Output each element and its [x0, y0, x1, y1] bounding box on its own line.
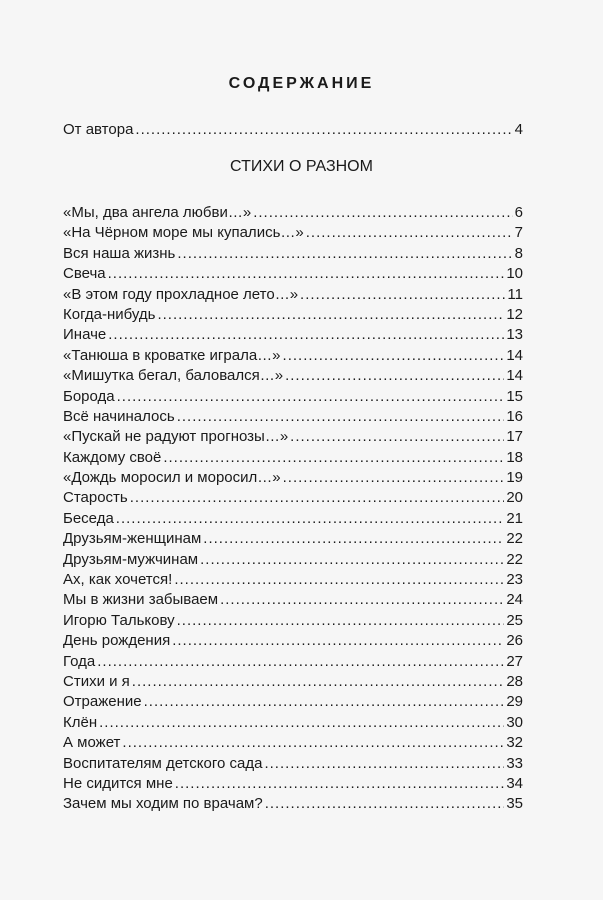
toc-entry-page: 17: [506, 428, 523, 446]
toc-entry[interactable]: [63, 509, 523, 529]
toc-entry[interactable]: [63, 305, 523, 325]
toc-entry-page: 18: [506, 448, 523, 466]
toc-entry-page: 10: [506, 265, 523, 283]
toc-entry[interactable]: [63, 244, 523, 264]
dot-leader: [172, 631, 504, 651]
toc-entry-page: 16: [506, 407, 523, 425]
toc-entry-label: Стихи и я: [63, 672, 130, 690]
toc-entry-page: 22: [506, 550, 523, 568]
toc-entry-label: «Танюша в кроватке играла…»: [63, 346, 281, 364]
toc-entry[interactable]: [63, 203, 523, 223]
toc-entry-label: «Мы, два ангела любви…»: [63, 204, 252, 221]
toc-entry-label: Иначе: [63, 326, 107, 344]
page-title: СОДЕРЖАНИЕ: [228, 75, 375, 92]
dot-leader: [203, 529, 504, 549]
toc-entry-page: 27: [506, 652, 523, 670]
toc-entry-page: 34: [506, 774, 523, 792]
dot-leader: [283, 468, 505, 488]
toc-entry[interactable]: [63, 733, 523, 753]
dot-leader: [108, 325, 504, 345]
toc-entry-page: 33: [506, 754, 523, 772]
toc-entry-label: Года: [63, 652, 96, 670]
toc-entry-label: «Мишутка бегал, баловался…»: [63, 367, 284, 385]
toc-entry-label: Друзьям-мужчинам: [63, 550, 199, 568]
toc-entry[interactable]: [63, 652, 523, 672]
toc-entry[interactable]: [63, 631, 523, 651]
toc-entry[interactable]: [63, 325, 523, 345]
toc-entry-label: Воспитателям детского сада: [63, 754, 263, 772]
dot-leader: [157, 305, 504, 325]
toc-entry[interactable]: [63, 264, 523, 284]
toc-entry-label: «В этом году прохладное лето…»: [63, 285, 299, 303]
dot-leader: [132, 672, 505, 692]
dot-leader: [117, 387, 505, 407]
toc-entry[interactable]: [63, 407, 523, 427]
toc-entry-page: 15: [506, 387, 523, 405]
toc-entry-page: 26: [506, 632, 523, 650]
dot-leader: [220, 590, 504, 610]
toc-entry[interactable]: [63, 550, 523, 570]
toc-entry-page: 19: [506, 469, 523, 487]
toc-entry[interactable]: [63, 611, 523, 631]
toc-entry-label: Борода: [63, 387, 115, 405]
dot-leader: [175, 774, 505, 794]
toc-entry-label: Вся наша жизнь: [63, 244, 176, 262]
toc-entry-page: 6: [514, 204, 523, 221]
toc-entry-page: 14: [506, 346, 523, 364]
dot-leader: [174, 570, 504, 590]
toc-entry-label: Свеча: [63, 265, 106, 283]
toc-entry-label: Зачем мы ходим по врачам?: [63, 795, 263, 813]
dot-leader: [177, 407, 505, 427]
dot-leader: [290, 427, 504, 447]
dot-leader: [285, 366, 504, 386]
toc-entry-page: 12: [506, 305, 523, 323]
toc-entry-label: А может: [63, 734, 121, 752]
toc-entry-label: Мы в жизни забываем: [63, 591, 219, 609]
toc-entry-label: Клён: [63, 713, 98, 731]
toc-entry[interactable]: [63, 754, 523, 774]
toc-entry[interactable]: [63, 346, 523, 366]
toc-entry-page: 13: [506, 326, 523, 344]
dot-leader: [253, 203, 512, 223]
toc-entry[interactable]: [63, 468, 523, 488]
toc-entry[interactable]: [63, 794, 523, 814]
toc-entry-page: 11: [507, 285, 523, 303]
toc-entry-intro[interactable]: [63, 120, 523, 140]
toc-entry[interactable]: [63, 672, 523, 692]
toc-entry-label: Не сидится мне: [63, 774, 173, 792]
toc-entry-label: Отражение: [63, 693, 142, 711]
toc-entry[interactable]: [63, 366, 523, 386]
toc-entry-page: 28: [506, 672, 523, 690]
section-heading: СТИХИ О РАЗНОМ: [230, 158, 373, 175]
toc-entry[interactable]: [63, 529, 523, 549]
toc-entry-label: «На Чёрном море мы купались…»: [63, 224, 304, 242]
toc-list: [63, 203, 523, 815]
dot-leader: [306, 223, 513, 243]
dot-leader: [97, 652, 504, 672]
toc-entry-page: 14: [506, 367, 523, 385]
toc-entry[interactable]: [63, 285, 523, 305]
toc-entry-page: 32: [506, 734, 523, 752]
toc-entry-label: «Пускай не радуют прогнозы…»: [63, 428, 289, 446]
toc-entry-page: 23: [506, 571, 523, 589]
toc-entry-label: Игорю Талькову: [63, 611, 175, 629]
dot-leader: [300, 285, 505, 305]
toc-entry[interactable]: [63, 713, 523, 733]
dot-leader: [116, 509, 505, 529]
dot-leader: [99, 713, 504, 733]
toc-entry-page: 7: [514, 224, 523, 242]
dot-leader: [163, 448, 504, 468]
toc-entry-label: «Дождь моросил и моросил…»: [63, 469, 281, 487]
toc-entry-label: Когда-нибудь: [63, 305, 156, 323]
toc-entry-label: Старость: [63, 489, 128, 507]
dot-leader: [177, 244, 512, 264]
dot-leader: [122, 733, 504, 753]
toc-entry-page: 20: [506, 489, 523, 507]
toc-entry[interactable]: [63, 590, 523, 610]
dot-leader: [200, 550, 504, 570]
dot-leader: [130, 488, 505, 508]
toc-entry-page: 4: [514, 121, 523, 138]
toc-entry[interactable]: [63, 223, 523, 243]
toc-entry-label: Беседа: [63, 509, 114, 527]
toc-entry-page: 30: [506, 713, 523, 731]
toc-entry-label: От автора: [63, 121, 134, 138]
toc-entry-label: Всё начиналось: [63, 407, 175, 425]
dot-leader: [283, 346, 505, 366]
toc-entry-page: 25: [506, 611, 523, 629]
toc-entry-page: 29: [506, 693, 523, 711]
toc-entry[interactable]: [63, 774, 523, 794]
dot-leader: [144, 692, 505, 712]
toc-entry[interactable]: [63, 448, 523, 468]
toc-entry-page: 22: [506, 530, 523, 548]
dot-leader: [135, 120, 512, 140]
toc-entry[interactable]: [63, 692, 523, 712]
toc-entry-label: Друзьям-женщинам: [63, 530, 202, 548]
toc-entry[interactable]: [63, 488, 523, 508]
toc-entry-label: День рождения: [63, 632, 171, 650]
dot-leader: [264, 754, 504, 774]
toc-entry-page: 21: [506, 509, 523, 527]
toc-entry-label: Каждому своё: [63, 448, 162, 466]
dot-leader: [177, 611, 505, 631]
toc-entry[interactable]: [63, 387, 523, 407]
toc-entry-label: Ах, как хочется!: [63, 571, 173, 589]
toc-entry[interactable]: [63, 570, 523, 590]
dot-leader: [265, 794, 505, 814]
toc-entry-page: 8: [514, 244, 523, 262]
dot-leader: [108, 264, 505, 284]
toc-entry-page: 24: [506, 591, 523, 609]
toc-entry[interactable]: [63, 427, 523, 447]
toc-entry-page: 35: [506, 795, 523, 813]
